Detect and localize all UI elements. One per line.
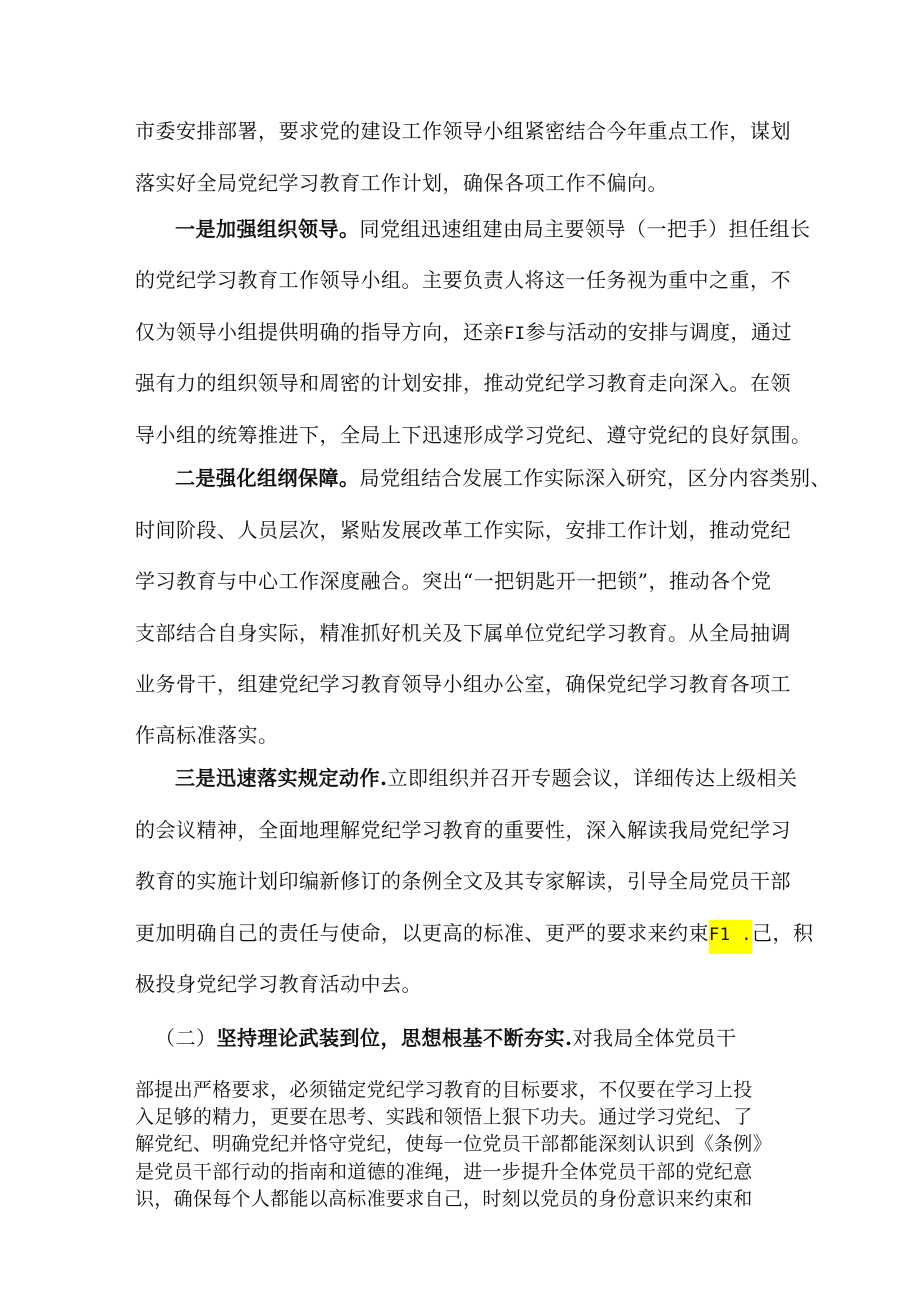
paragraph-line: 作高标准落实。 (135, 723, 279, 747)
paragraph-line: 学习教育与中心工作深度融合。突出“一把钥匙开一把锁”，推动各个党 (135, 569, 772, 593)
paragraph-line (135, 319, 795, 347)
paragraph-text: 局党组结合发展工作实际深入研究，区分内容类别、 (359, 466, 831, 490)
paragraph-line: 入足够的精力，更要在思考、实践和领悟上狠下功夫。通过学习党纪、了 (135, 1106, 753, 1128)
paragraph-line: 教育的实施计划印编新修订的条例全文及其专家解读，引导全局党员干部 (135, 869, 791, 893)
paragraph-line: 识，确保每个人都能以高标准要求自己，时刻以党员的身份意识来约束和 (135, 1188, 753, 1210)
paragraph-line: 部提出严格要求，必须锚定党纪学习教育的目标要求，不仅要在学习上投 (135, 1079, 753, 1101)
paragraph-text: 对我局全体党员干 (572, 1026, 737, 1050)
section-heading: 二是强化组纲保障。 (175, 466, 360, 490)
paragraph-line (135, 920, 814, 954)
paragraph-line (175, 465, 835, 491)
paragraph-line (175, 765, 835, 791)
paragraph-line: 市委安排部署，要求党的建设工作领导小组紧密结合今年重点工作，谋划 (135, 119, 791, 143)
paragraph-line: 导小组的统筹推进下，全局上下迅速形成学习党纪、遵守党纪的良好氛围。 (135, 423, 812, 447)
paragraph-text: 仅为领导小组提供明确的指导方向，还亲 (135, 320, 504, 344)
section-heading: 坚持理论武装到位，思想根基不断夯实. (216, 1026, 573, 1050)
paragraph-line: 时间阶段、人员层次，紧贴发展改革工作实际，安排工作计划，推动党纪 (135, 518, 791, 542)
highlighted-text: F1 . (709, 920, 752, 954)
paragraph-line: 极投身党纪学习教育活动中去。 (135, 972, 422, 996)
paragraph-text: 同党组迅速组建由局主要领导（一把手）担任组长 (359, 217, 811, 241)
paragraph-line: 解党纪、明确党纪并恪守党纪，使每一位党员干部都能深刻认识到《条例》 (135, 1133, 772, 1155)
paragraph-line: 落实好全局党纪学习教育工作计划，确保各项工作不偏向。 (135, 171, 668, 195)
paragraph-line: 强有力的组织领导和周密的计划安排，推动党纪学习教育走向深入。在领 (135, 371, 791, 395)
paragraph-line: 的党纪学习教育工作领导小组。主要负责人将这一任务视为重中之重，不 (135, 268, 791, 292)
paragraph-text: 参与活动的安排与调度，通过 (525, 320, 792, 344)
paragraph-line: 业务骨干，组建党纪学习教育领导小组办公室，确保党纪学习教育各项工 (135, 672, 791, 696)
paragraph-line (155, 1025, 815, 1051)
paragraph-line: 是党员干部行动的指南和道德的准绳，进一步提升全体党员干部的党纪意 (135, 1161, 753, 1183)
paragraph-line: 支部结合自身实际，精准抓好机关及下属单位党纪学习教育。从全局抽调 (135, 621, 791, 645)
section-heading: 一是加强组织领导。 (175, 217, 360, 241)
section-heading: 三是迅速落实规定动作. (175, 766, 388, 790)
section-number: （二） (155, 1026, 217, 1050)
paragraph-line: 的会议精神，全面地理解党纪学习教育的重要性，深入解读我局党纪学习 (135, 818, 791, 842)
inline-code-text: FI (504, 324, 526, 344)
paragraph-text: 立即组织并召开专题会议，详细传达上级相关 (387, 766, 798, 790)
paragraph-text: 更加明确自己的责任与使命，以更高的标准、更严的要求来约束 (135, 921, 709, 945)
paragraph-text: 己，积 (751, 921, 814, 945)
paragraph-line (175, 216, 835, 242)
